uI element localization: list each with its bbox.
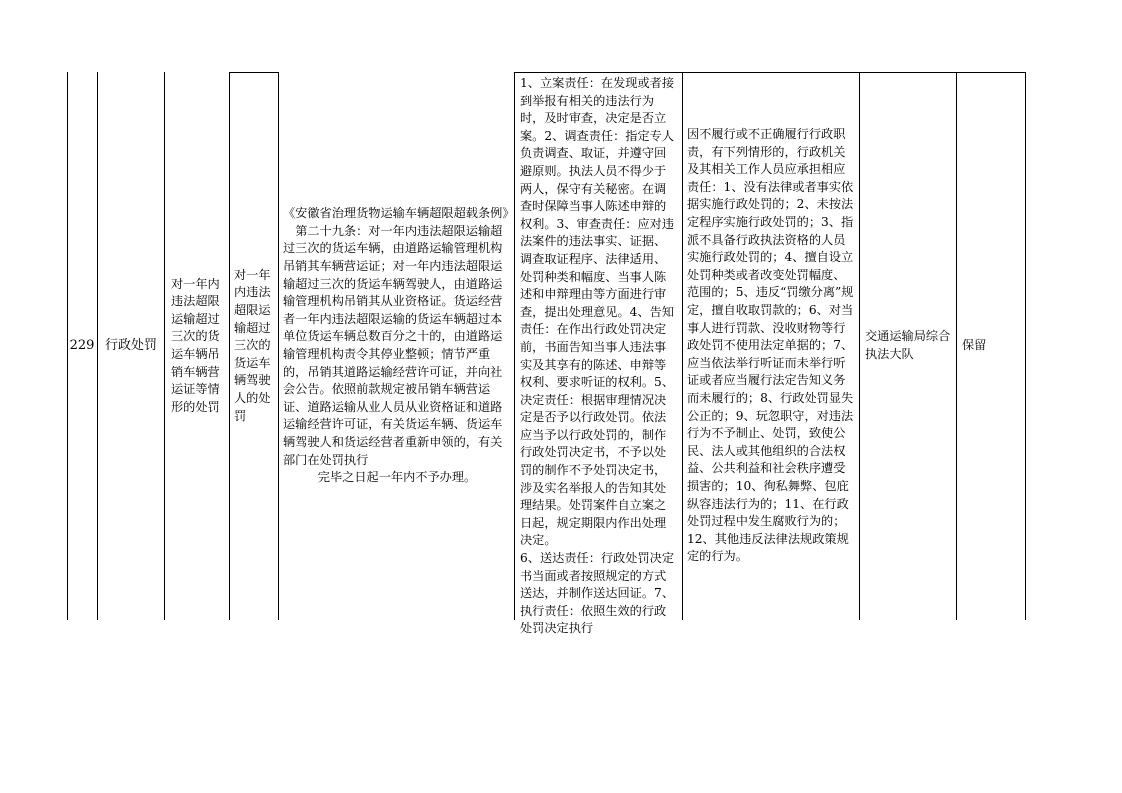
responsibility-part-2: 6、送达责任：行政处罚决定书当面或者按照规定的方式送达，并制作送达回证。7、执行责任：依照生效的行政处罚决定执行 [520, 551, 675, 636]
border-line [1025, 72, 1026, 620]
row-seq: 229 [69, 338, 95, 354]
basis-body: 第二十九条：对一年内违法超限运输超过三次的货运车辆，由道路运输管理机构吊销其车辆营运证；对一年内违法超限运输超过三次的货运车辆驾驶人，由道路运输管理机构吊销其从业资格证。货运经营者一年内违法超限运输的货运车辆超过本单位货运车辆总数百分之十的，由道路运输管理机构责令其停业整顿；情节严重的，吊销其道路运输经营许可证，并向社会公告。依照前款规定被吊销车辆营运证、道路运输从业人员从业资格证和道路运输经营许可证，有关货运车辆、货运车辆驾驶人和货运经营者重新申领的，有关部门在处罚执行 [283, 223, 503, 467]
liability-cell [683, 72, 859, 620]
basis-tail: 完毕之日起一年内不予办理。 [317, 470, 477, 485]
note-cell [957, 72, 1025, 620]
category-cell [98, 72, 164, 620]
liability-text: 因不履行或不正确履行行政职责，有下列情形的，行政机关及其相关工作人员应承担相应责任：1、没有法律或者事实依据实施行政处罚的；2、未按法定程序实施行政处罚的；3、指派不具备行政执法资格的人员实施行政处罚的；4、擅自设立处罚种类或者改变处罚幅度、范围的；5、违反“罚缴分离”规定，擅自收取罚款的；6、对当事人进行罚款、没收财物等行政处罚不使用法定单据的；7、应当依法举行听证而未举行听证或者应当履行法定告知义务而未履行的；8、行政处罚显失公正的；9、玩忽职守，对违法行为不予制止、处罚，致使公民、法人或其他组织的合法权益、公共利益和社会秩序遭受损害的；10、徇私舞弊、包庇纵容违法行为的；11、在行政处罚过程中发生腐败行为的；12、其他违反法律法规政策规定的行为。 [687, 127, 854, 564]
item-name: 对一年内违法超限运输超过三次的货运车辆吊销车辆营运证等情形的处罚 [171, 276, 220, 414]
category: 行政处罚 [104, 338, 157, 354]
sub-item-cell [230, 72, 278, 620]
sub-item: 对一年内违法超限运输超过三次的货运车辆驾驶人的处罚 [234, 267, 271, 423]
note: 保留 [962, 338, 987, 353]
responsibility-cell [515, 72, 682, 636]
item-name-cell [165, 72, 229, 620]
row-seq-cell [68, 72, 96, 620]
basis-title: 《安徽省治理货物运输车辆超限超载条例》 [283, 206, 515, 221]
responsibility-part-1: 1、立案责任：在发现或者接到举报有相关的违法行为时，及时审查，决定是否立案。2、调查责任：指定专人负责调查、取证，并遵守回避原则。执法人员不得少于两人，保守有关秘密。在调查时保障当事人陈述申辩的权利。3、审查责任：应对违法案件的违法事实、证据、调查取证程序、法律适用、处罚种类和幅度、当事人陈述和申辩理由等方面进行审查，提出处理意见。4、告知责任：在作出行政处罚决定前，书面告知当事人违法事实及其享有的陈述、申辩等权利、要求听证的权利。5、决定责任：根据审理情况决定是否予以行政处罚。依法应当予以行政处罚的，制作行政处罚决定书，不予以处罚的制作不予处罚决定书，涉及实名举报人的告知其处理结果。处罚案件自立案之日起，规定期限内作出处理决定。 [520, 76, 675, 548]
department-cell [860, 72, 956, 620]
department: 交通运输局综合执法大队 [865, 329, 951, 361]
legal-basis-cell [279, 72, 515, 620]
